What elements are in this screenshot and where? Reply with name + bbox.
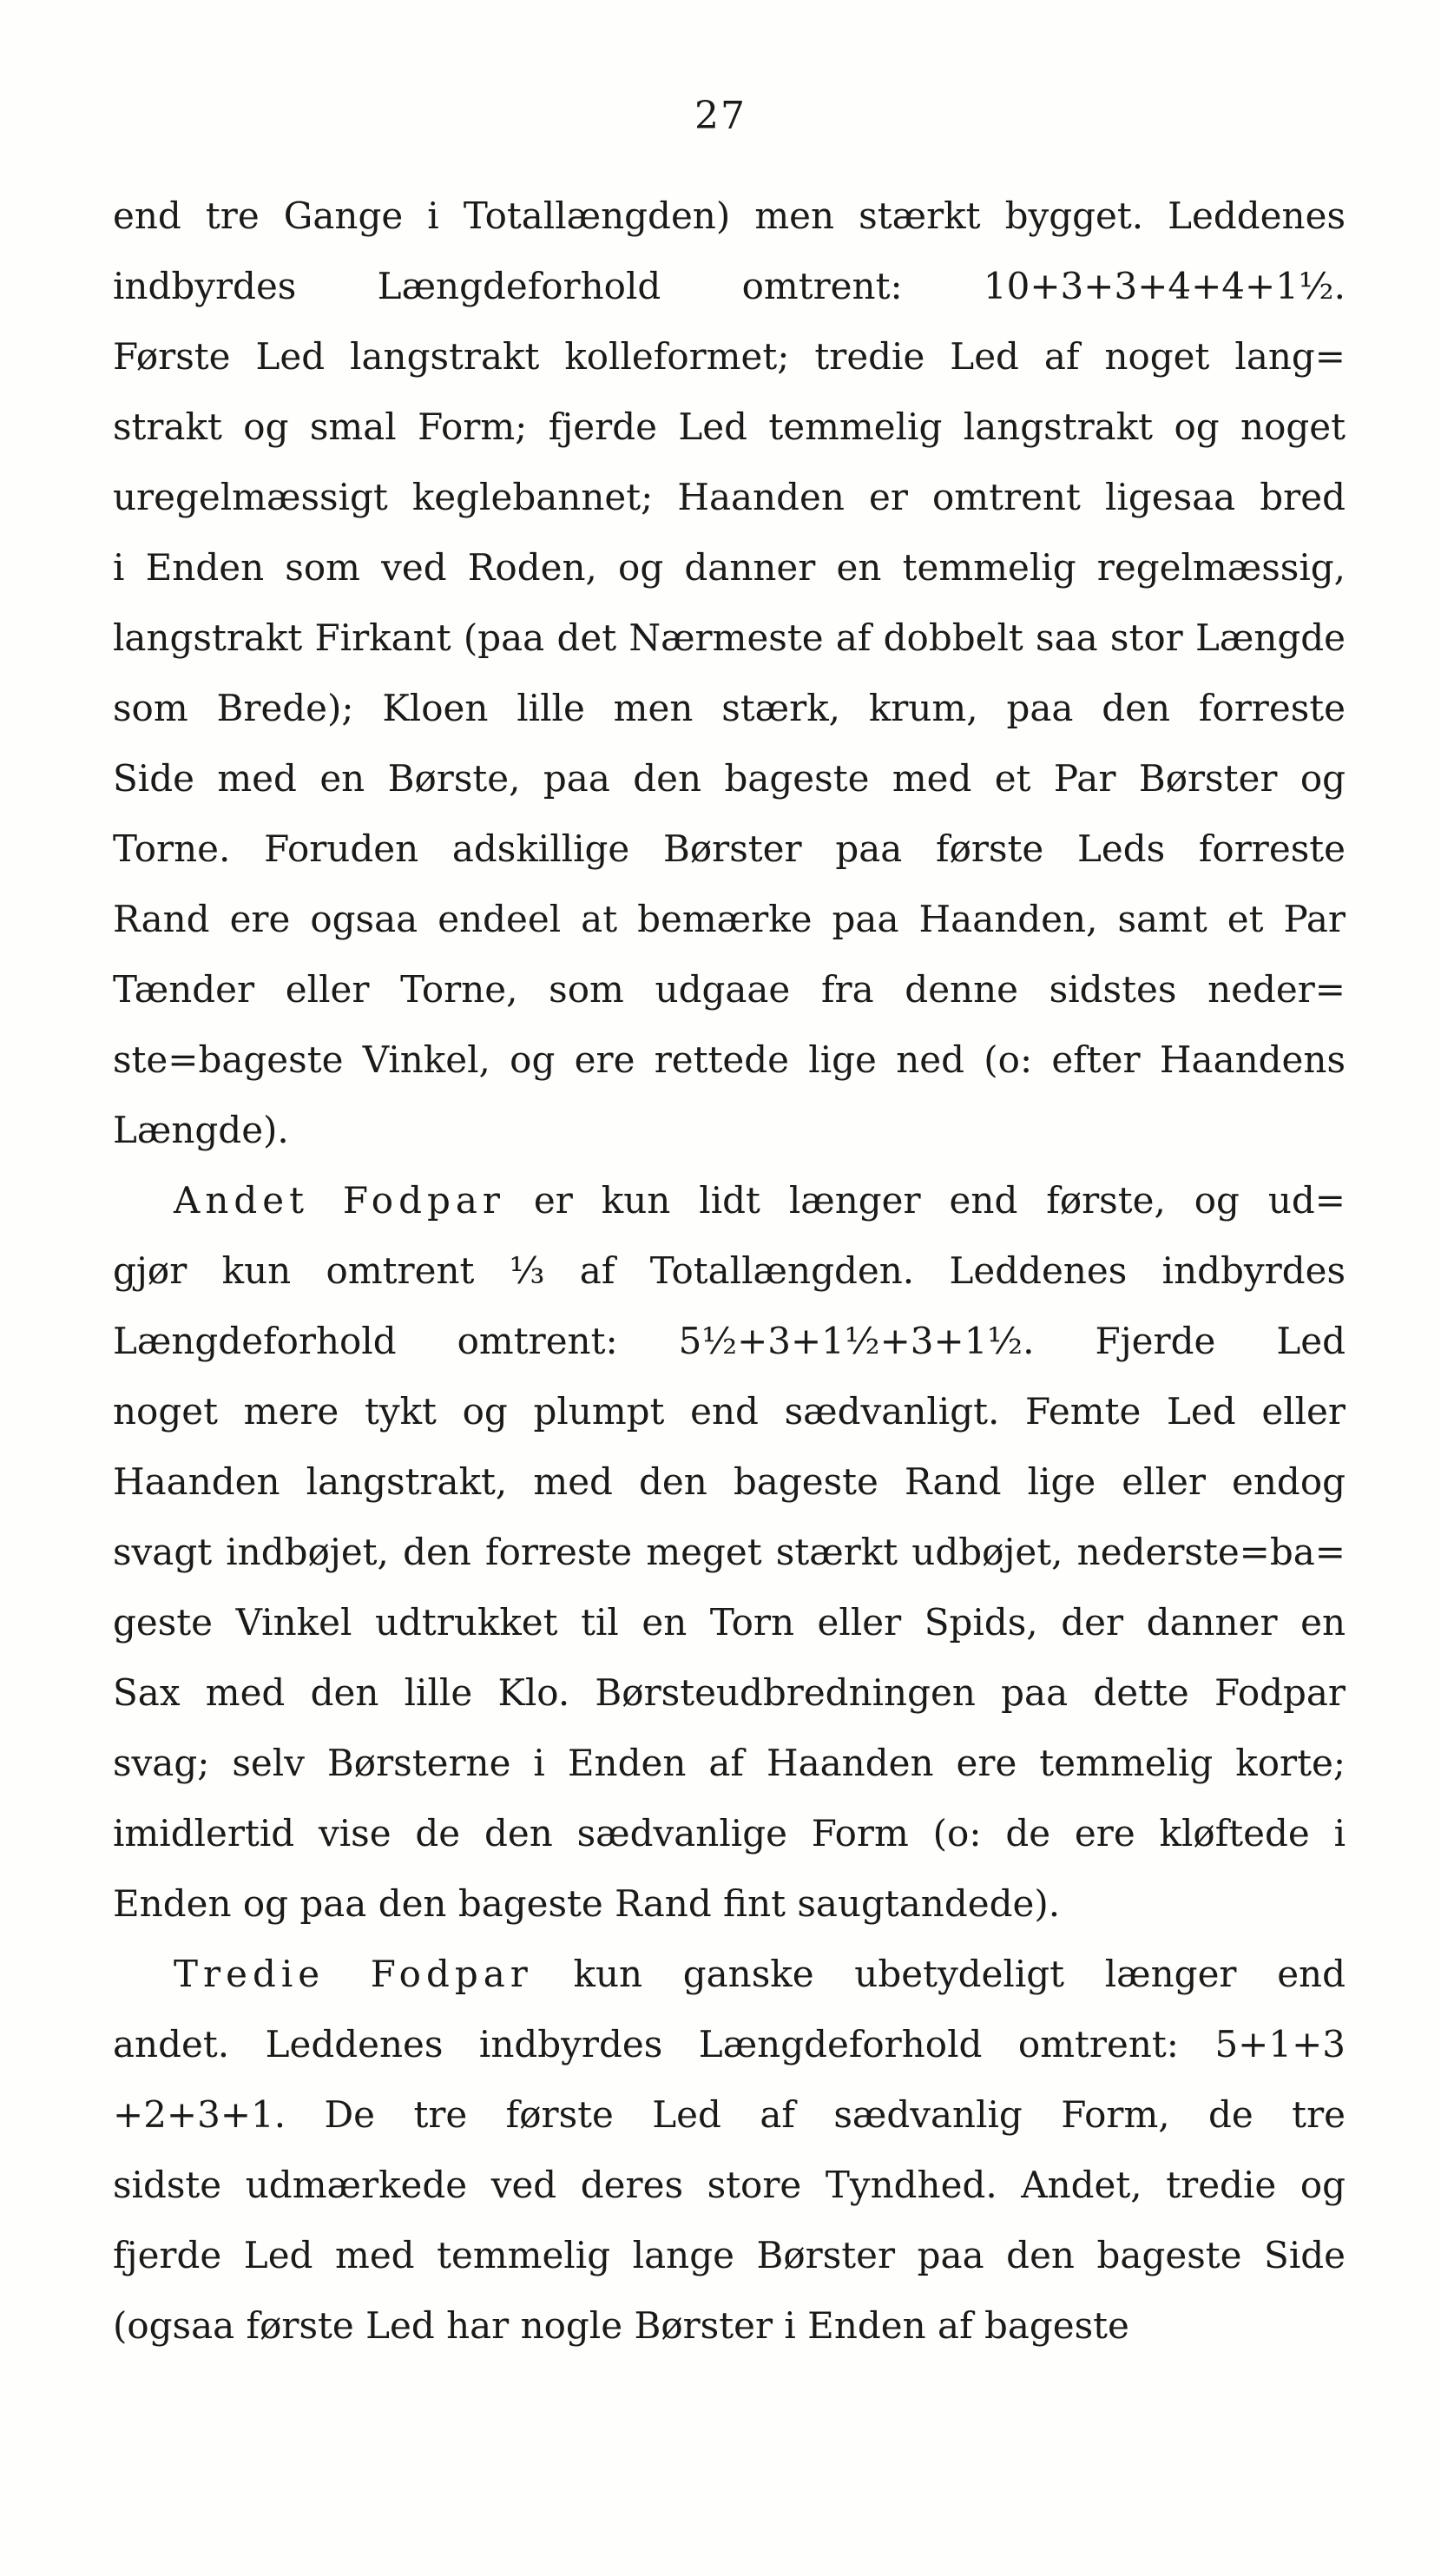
text-line: uregelmæssigt keglebannet; Haanden er omtrent ligesaa bred	[113, 476, 1346, 518]
paragraph-lead: Tredie Fodpar	[174, 1953, 533, 1995]
text-line: Enden og paa den bageste Rand fint saugtandede).	[113, 1882, 1061, 1925]
text-line: indbyrdes Længdeforhold omtrent: 10+3+3+4+4+1½.	[113, 265, 1346, 307]
text-line: Længdeforhold omtrent: 5½+3+1½+3+1½. Fjerde Led	[113, 1320, 1346, 1362]
text-line: svagt indbøjet, den forreste meget stærkt udbøjet, nederste=ba=	[113, 1531, 1346, 1573]
paragraph-lead: Andet Fodpar	[174, 1179, 505, 1222]
text-line: i Enden som ved Roden, og danner en temmelig regelmæssig,	[113, 546, 1346, 589]
text-line: sidste udmærkede ved deres store Tyndhed. Andet, tredie og	[113, 2164, 1346, 2206]
text-line: strakt og smal Form; fjerde Led temmelig langstrakt og noget	[113, 405, 1346, 448]
text-line: andet. Leddenes indbyrdes Længdeforhold omtrent: 5+1+3	[113, 2023, 1346, 2065]
text-line: Sax med den lille Klo. Børsteudbredningen paa dette Fodpar	[113, 1671, 1346, 1714]
text-line: (ogsaa første Led har nogle Børster i Enden af bageste	[113, 2304, 1129, 2347]
text-line	[113, 1165, 1346, 1235]
text-line: gjør kun omtrent ⅓ af Totallængden. Leddenes indbyrdes	[113, 1249, 1346, 1292]
text-line: Torne. Foruden adskillige Børster paa første Leds forreste	[113, 827, 1346, 870]
text-line: svag; selv Børsterne i Enden af Haanden ere temmelig korte;	[113, 1742, 1346, 1784]
text-line: geste Vinkel udtrukket til en Torn eller Spids, der danner en	[113, 1601, 1346, 1644]
text-line-rest: er kun lidt længer end første, og ud=	[533, 1179, 1346, 1222]
text-line: end tre Gange i Totallængden) men stærkt bygget. Leddenes	[113, 194, 1346, 237]
text-line: Rand ere ogsaa endeel at bemærke paa Haanden, samt et Par	[113, 898, 1346, 940]
text-line: Tænder eller Torne, som udgaae fra denne sidstes neder=	[113, 968, 1346, 1011]
text-line: Side med en Børste, paa den bageste med et Par Børster og	[113, 757, 1346, 800]
text-line-rest: kun ganske ubetydeligt længer end	[573, 1953, 1346, 1995]
text-line: +2+3+1. De tre første Led af sædvanlig Form, de tre	[113, 2093, 1346, 2136]
text-line: Længde).	[113, 1109, 289, 1151]
text-line: imidlertid vise de den sædvanlige Form (o: de ere kløftede i	[113, 1812, 1346, 1855]
text-line: fjerde Led med temmelig lange Børster paa den bageste Side	[113, 2234, 1346, 2276]
text-line: Første Led langstrakt kolleformet; tredie Led af noget lang=	[113, 335, 1346, 378]
text-line: noget mere tykt og plumpt end sædvanligt. Femte Led eller	[113, 1390, 1346, 1433]
text-line: ste=bageste Vinkel, og ere rettede lige ned (o: efter Haandens	[113, 1038, 1346, 1081]
body-text	[113, 181, 1346, 2361]
text-line: som Brede); Kloen lille men stærk, krum, paa den forreste	[113, 687, 1346, 729]
text-line: Haanden langstrakt, med den bageste Rand lige eller endog	[113, 1460, 1346, 1503]
text-line: langstrakt Firkant (paa det Nærmeste af dobbelt saa stor Længde	[113, 616, 1346, 659]
text-line	[113, 1939, 1346, 2009]
page-number: 27	[694, 94, 747, 138]
